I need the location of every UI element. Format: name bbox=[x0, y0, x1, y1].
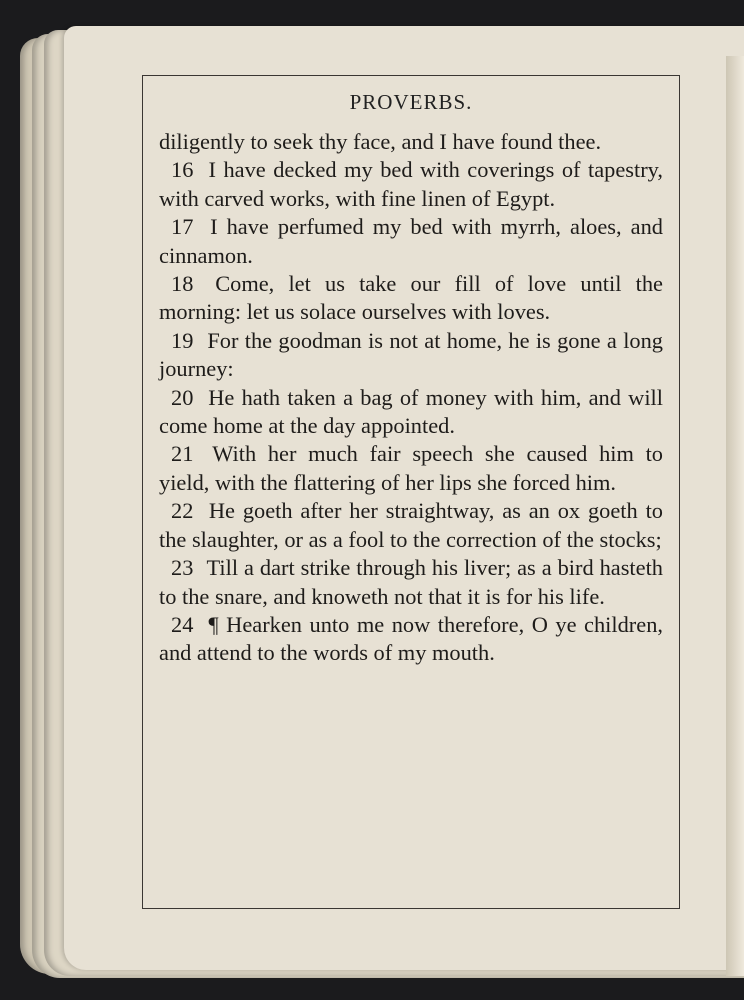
verse-text: For the goodman is not at home, he is gone a long journey: bbox=[159, 327, 663, 382]
verse-text: I have perfumed my bed with myrrh, aloes, and cinnamon. bbox=[159, 214, 663, 268]
paragraph-text: diligently to seek thy face, and I have found thee. bbox=[159, 129, 602, 154]
verse bbox=[159, 554, 663, 611]
verse-text: He goeth after her straightway, as an ox goeth to the slaughter, or as a fool to the correction of the stocks; bbox=[159, 498, 663, 552]
verse bbox=[159, 270, 663, 327]
verse bbox=[159, 213, 663, 270]
verse bbox=[159, 327, 663, 384]
verse bbox=[159, 156, 663, 213]
verse-number: 20 bbox=[171, 384, 194, 410]
verse-number: 16 bbox=[171, 157, 194, 183]
verse-number: 23 bbox=[171, 555, 194, 581]
verse-text: He hath taken a bag of money with him, and will come home at the day appointed. bbox=[159, 384, 663, 439]
verse-number: 24 bbox=[171, 611, 194, 637]
verse-number: 21 bbox=[171, 441, 194, 467]
verse-text: Till a dart strike through his liver; as a bird hasteth to the snare, and knoweth not that it is for his life. bbox=[159, 555, 663, 609]
text-frame bbox=[142, 75, 680, 909]
verse-number: 18 bbox=[171, 271, 194, 297]
verse bbox=[159, 384, 663, 441]
verse bbox=[159, 440, 663, 497]
page-gutter bbox=[726, 56, 744, 976]
verse-text: ¶ Hearken unto me now therefore, O ye children, and attend to the words of my mouth. bbox=[159, 611, 663, 666]
paragraph bbox=[159, 128, 663, 156]
verse bbox=[159, 497, 663, 554]
verse-text: Come, let us take our fill of love until the morning: let us solace ourselves with loves. bbox=[159, 271, 663, 325]
running-head: PROVERBS. bbox=[349, 90, 473, 114]
verse-number: 22 bbox=[171, 498, 194, 524]
verse-text bbox=[159, 128, 663, 668]
verse-number: 19 bbox=[171, 327, 194, 353]
verse-text: With her much fair speech she caused him to yield, with the flattering of her lips she forced him. bbox=[159, 441, 663, 495]
verse-text: I have decked my bed with coverings of tapestry, with carved works, with fine linen of Egypt. bbox=[159, 157, 663, 211]
verse-number: 17 bbox=[171, 214, 194, 240]
verse bbox=[159, 611, 663, 668]
